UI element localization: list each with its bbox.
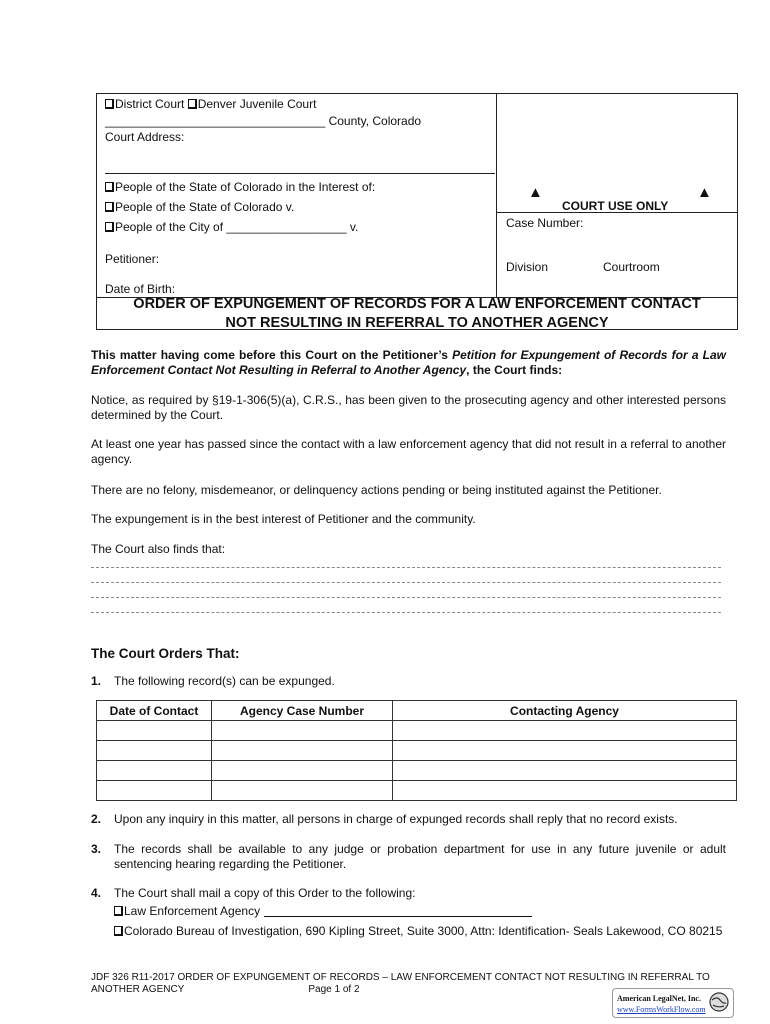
findings-blank-line[interactable] [91,597,721,598]
findings-blank-line[interactable] [91,612,721,613]
table-cell[interactable] [393,741,737,761]
caption-party-rule [105,173,495,174]
juvenile-court-checkbox[interactable] [188,99,197,109]
up-arrow-icon-right: ▲ [697,184,712,201]
table-cell[interactable] [97,741,212,761]
one-year-finding: At least one year has passed since the contact with a law enforcement agency that did not result in a referral to another agency. [91,437,726,466]
table-row [97,781,737,801]
county-line: _________________________________ County, Colorado [105,114,422,128]
party-option-interest [105,180,375,194]
party-city-checkbox[interactable] [105,222,114,232]
party-state-label: People of the State of Colorado v. [115,200,295,214]
law-enforcement-label: Law Enforcement Agency [124,904,261,918]
law-enforcement-name-field[interactable] [264,905,532,917]
district-court-checkbox[interactable] [105,99,114,109]
division-label: Division [506,260,549,274]
mail-cbi [114,924,726,939]
logo-url[interactable]: www.FormsWorkFlow.com [617,1005,706,1014]
court-choice [105,97,316,111]
order-text: The records shall be available to any judge or probation department for use in any future juvenile or adult sentencing hearing regarding the Petitioner. [114,842,726,871]
col-contacting-agency: Contacting Agency [393,701,737,721]
order-text: The Court shall mail a copy of this Order to the following: [114,886,416,900]
party-city-label: People of the City of __________________ v. [115,220,359,234]
case-number-label: Case Number: [506,216,584,230]
findings-blank-line[interactable] [91,567,721,568]
order-text: Upon any inquiry in this matter, all persons in charge of expunged records shall reply that no record exists. [114,812,678,826]
court-address-label: Court Address: [105,130,185,144]
order-number: 4. [91,886,102,900]
order-number: 3. [91,842,102,856]
order-number: 1. [91,674,102,688]
table-cell[interactable] [212,761,393,781]
notice-finding: Notice, as required by §19-1-306(5)(a), C.R.S., has been given to the prosecuting agency and other interested persons determined by the Court. [91,393,726,422]
juvenile-court-label: Denver Juvenile Court [197,97,317,111]
table-cell[interactable] [393,721,737,741]
party-option-state [105,200,294,214]
party-option-city [105,220,358,234]
caption-divider [496,93,497,297]
order-number: 2. [91,812,102,826]
party-interest-checkbox[interactable] [105,182,114,192]
law-enforcement-checkbox[interactable] [114,906,123,916]
also-finds-label: The Court also finds that: [91,542,226,556]
form-id-line2: ANOTHER AGENCY Page 1 of 2 [91,984,360,995]
table-cell[interactable] [393,781,737,801]
orders-heading: The Court Orders That: [91,646,240,661]
table-row [97,741,737,761]
table-cell[interactable] [212,781,393,801]
logo-company: American LegalNet, Inc. [617,994,701,1003]
district-court-label: District Court [115,97,185,111]
table-row [97,761,737,781]
intro-petition-title: Petition for Expungement of Records for a Law Enforcement Contact Not Resulting in Referral to Another Agency [91,348,727,377]
table-row [97,721,737,741]
form-id-line: JDF 326 R11-2017 ORDER OF EXPUNGEMENT OF RECORDS – LAW ENFORCEMENT CONTACT NOT RESULTING IN REFERRAL TO [91,972,710,983]
order-title-line1: ORDER OF EXPUNGEMENT OF RECORDS FOR A LAW ENFORCEMENT CONTACT [133,296,701,312]
col-agency-case-number: Agency Case Number [212,701,393,721]
page-number: Page 1 of 2 [308,984,360,995]
cbi-checkbox[interactable] [114,926,123,936]
intro-text-a: This matter having come before this Court on the Petitioner’s [91,348,453,362]
table-cell[interactable] [212,721,393,741]
table-cell[interactable] [212,741,393,761]
table-cell[interactable] [393,761,737,781]
mail-law-enforcement [114,904,532,918]
legalnet-logo [612,988,734,1018]
records-table [96,700,737,801]
cbi-label: Colorado Bureau of Investigation, 690 Kipling Street, Suite 3000, Attn: Identification- Seals Lakewood, CO 80215 [124,924,723,938]
petitioner-label: Petitioner: [105,252,160,266]
table-cell[interactable] [97,781,212,801]
party-interest-label: People of the State of Colorado in the Interest of: [115,180,376,194]
dob-label: Date of Birth: [105,282,176,296]
intro-paragraph [91,348,726,378]
order-text: The following record(s) can be expunged. [114,674,335,688]
table-cell[interactable] [97,761,212,781]
intro-text-c: , the Court finds: [466,363,563,377]
table-cell[interactable] [97,721,212,741]
courtroom-label: Courtroom [603,260,660,274]
court-use-only-label: COURT USE ONLY [562,199,669,213]
best-interest-finding: The expungement is in the best interest of Petitioner and the community. [91,512,476,526]
party-state-checkbox[interactable] [105,202,114,212]
findings-blank-line[interactable] [91,582,721,583]
no-pending-actions-finding: There are no felony, misdemeanor, or delinquency actions pending or being instituted against the Petitioner. [91,483,662,497]
up-arrow-icon-left: ▲ [528,184,543,201]
order-title-line2: NOT RESULTING IN REFERRAL TO ANOTHER AGENCY [225,315,609,331]
col-date-of-contact: Date of Contact [97,701,212,721]
globe-icon [708,991,730,1013]
